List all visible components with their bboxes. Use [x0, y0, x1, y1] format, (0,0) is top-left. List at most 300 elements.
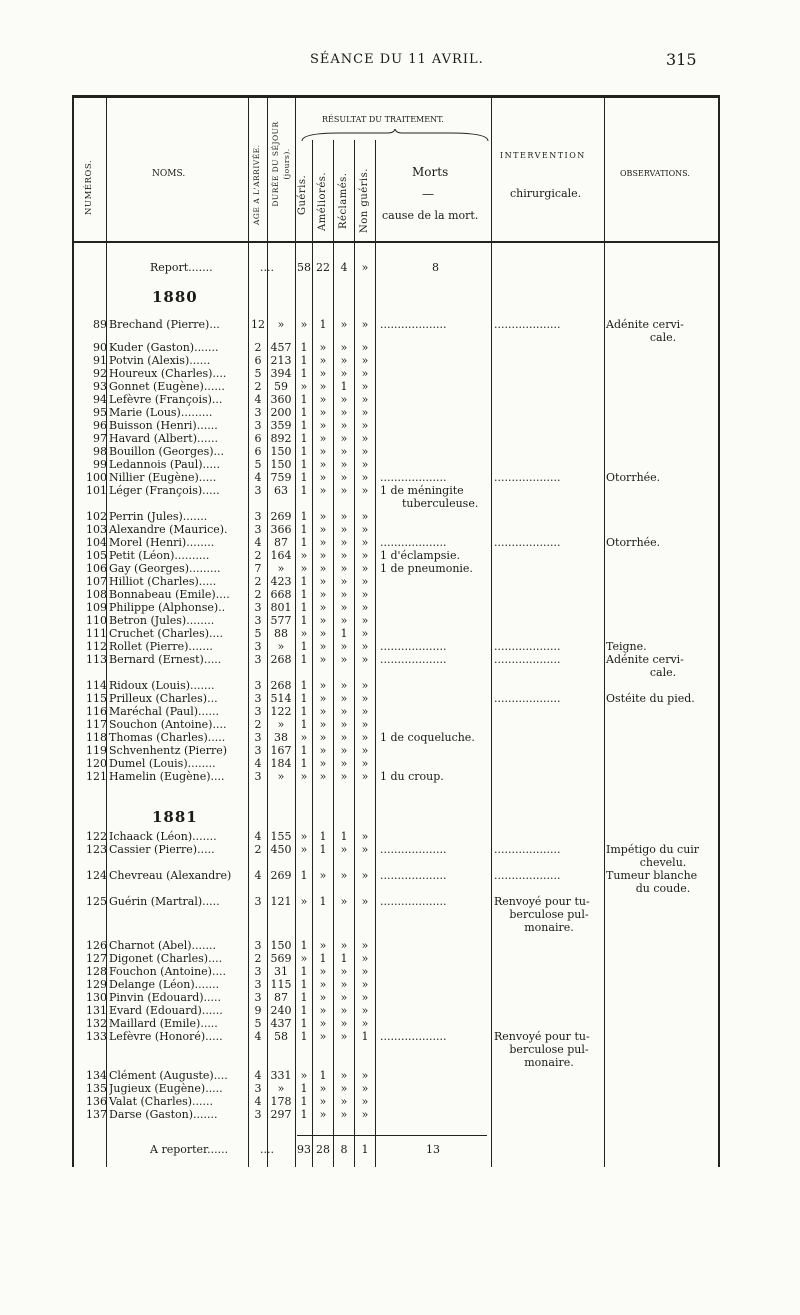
nongueris-value: »: [361, 536, 369, 549]
row-number: 125: [86, 895, 107, 908]
reclames-value: »: [340, 536, 348, 549]
duration-value: 269: [270, 510, 292, 523]
header-reclames: Réclamés.: [338, 172, 349, 229]
footer-reclames: 8: [340, 1143, 348, 1156]
gueris-value: 1: [300, 588, 308, 601]
observation-note: Impétigo du cuir: [606, 843, 700, 856]
duration-value: 59: [274, 380, 288, 393]
header-bottom-rule: [72, 241, 720, 243]
row-number: 110: [86, 614, 107, 627]
table-row: [72, 510, 720, 523]
table-row: [72, 895, 720, 934]
reclames-value: »: [340, 939, 348, 952]
page-number: 315: [666, 50, 697, 69]
observation-note: Teigne.: [606, 640, 647, 653]
gueris-value: 1: [300, 1004, 308, 1017]
row-number: 98: [93, 445, 107, 458]
patient-name: Valat (Charles)......: [109, 1095, 214, 1108]
nongueris-value: »: [361, 731, 369, 744]
nongueris-value: »: [361, 627, 369, 640]
age-value: 4: [254, 1095, 262, 1108]
nongueris-value: »: [361, 393, 369, 406]
reclames-value: »: [340, 432, 348, 445]
patient-name: Marie (Lous).........: [109, 406, 213, 419]
nongueris-value: »: [361, 406, 369, 419]
nongueris-value: »: [361, 1082, 369, 1095]
report-gueris: 58: [297, 261, 311, 274]
row-number: 119: [86, 744, 107, 757]
row-number: 99: [93, 458, 107, 471]
age-value: 2: [254, 380, 262, 393]
patient-name: Clément (Auguste)....: [109, 1069, 228, 1082]
table-row: [72, 830, 720, 843]
footer-nongueris: 1: [361, 1143, 369, 1156]
intervention-note: ...................: [494, 536, 561, 549]
header-age: AGE A L'ARRIVÉE.: [252, 144, 261, 225]
header-intervention-sub: chirurgicale.: [510, 187, 582, 200]
age-value: 3: [254, 679, 262, 692]
reclames-value: »: [340, 614, 348, 627]
death-cause: ...................: [380, 895, 447, 908]
gueris-value: »: [300, 318, 308, 331]
table-row: [72, 653, 720, 679]
row-number: 96: [93, 419, 107, 432]
header-duration: DURÉE DU SÉJOUR (jours).: [271, 121, 291, 207]
nongueris-value: »: [361, 484, 369, 497]
table-row: [72, 367, 720, 380]
age-value: 6: [254, 354, 262, 367]
row-number: 120: [86, 757, 107, 770]
reclames-value: 1: [340, 380, 348, 393]
reclames-value: »: [340, 640, 348, 653]
nongueris-value: »: [361, 869, 369, 882]
gueris-value: 1: [300, 458, 308, 471]
duration-value: 200: [270, 406, 292, 419]
gueris-value: 1: [300, 1095, 308, 1108]
patient-name: Rollet (Pierre).......: [109, 640, 213, 653]
row-number: 118: [86, 731, 107, 744]
gueris-value: 1: [300, 432, 308, 445]
table-row: [72, 471, 720, 484]
death-cause-cont: tuberculeuse.: [402, 497, 479, 510]
reclames-value: »: [340, 471, 348, 484]
duration-value: 150: [270, 939, 292, 952]
duration-value: 164: [270, 549, 292, 562]
table-row: [72, 380, 720, 393]
row-number: 121: [86, 770, 107, 783]
gueris-value: 1: [300, 692, 308, 705]
intervention-note: Renvoyé pour tu-: [494, 1030, 590, 1043]
gueris-value: 1: [300, 869, 308, 882]
reclames-value: »: [340, 718, 348, 731]
row-number: 132: [86, 1017, 107, 1030]
patient-name: Houreux (Charles)....: [109, 367, 227, 380]
ameliores-value: »: [319, 575, 327, 588]
duration-value: 167: [270, 744, 292, 757]
nongueris-value: »: [361, 471, 369, 484]
row-number: 113: [86, 653, 107, 666]
reclames-value: »: [340, 458, 348, 471]
table-row: [72, 718, 720, 731]
table-row: [72, 549, 720, 562]
age-value: 3: [254, 965, 262, 978]
patient-name: Dumel (Louis)........: [109, 757, 216, 770]
reclames-value: »: [340, 419, 348, 432]
footer-row: [72, 1143, 720, 1156]
patient-name: Ichaack (Léon).......: [109, 830, 217, 843]
duration-value: 366: [270, 523, 292, 536]
ameliores-value: »: [319, 588, 327, 601]
footer-morts: 13: [426, 1143, 440, 1156]
death-cause: ...................: [380, 640, 447, 653]
age-value: 3: [254, 1082, 262, 1095]
patient-name: Thomas (Charles).....: [109, 731, 226, 744]
footer-ameliores: 28: [316, 1143, 330, 1156]
reclames-value: »: [340, 523, 348, 536]
nongueris-value: »: [361, 640, 369, 653]
nongueris-value: »: [361, 718, 369, 731]
table-row: [72, 588, 720, 601]
row-number: 122: [86, 830, 107, 843]
nongueris-value: »: [361, 562, 369, 575]
row-number: 130: [86, 991, 107, 1004]
ameliores-value: 1: [319, 952, 327, 965]
nongueris-value: »: [361, 978, 369, 991]
table-row: [72, 1095, 720, 1108]
intervention-note-cont: berculose pul-: [509, 908, 589, 921]
header-intervention: INTERVENTION: [500, 151, 586, 160]
ameliores-value: »: [319, 432, 327, 445]
row-number: 111: [86, 627, 107, 640]
row-number: 109: [86, 601, 107, 614]
patient-name: Lefèvre (François)...: [109, 393, 223, 406]
patient-name: Brechand (Pierre)...: [109, 318, 220, 331]
table-row: [72, 939, 720, 952]
row-number: 135: [86, 1082, 107, 1095]
patient-name: Buisson (Henri)......: [109, 419, 218, 432]
ameliores-value: »: [319, 367, 327, 380]
nongueris-value: »: [361, 991, 369, 1004]
ameliores-value: »: [319, 393, 327, 406]
ameliores-value: »: [319, 471, 327, 484]
row-number: 115: [86, 692, 107, 705]
patient-name: Bernard (Ernest).....: [109, 653, 222, 666]
reclames-value: »: [340, 549, 348, 562]
table-row: [72, 1030, 720, 1069]
ameliores-value: »: [319, 419, 327, 432]
row-number: 90: [93, 341, 107, 354]
duration-value: 38: [274, 731, 288, 744]
ameliores-value: 1: [319, 843, 327, 856]
age-value: 5: [254, 627, 262, 640]
observation-note-cont: chevelu.: [639, 856, 687, 869]
row-number: 112: [86, 640, 107, 653]
age-value: 3: [254, 523, 262, 536]
report-nongueris: »: [361, 261, 369, 274]
ameliores-value: »: [319, 1095, 327, 1108]
reclames-value: »: [340, 445, 348, 458]
nongueris-value: »: [361, 510, 369, 523]
row-number: 126: [86, 939, 107, 952]
duration-value: 457: [270, 341, 292, 354]
table-row: [72, 458, 720, 471]
duration-value: »: [277, 562, 285, 575]
duration-value: »: [277, 1082, 285, 1095]
table-row: [72, 1108, 720, 1121]
row-number: 117: [86, 718, 107, 731]
header-observations: OBSERVATIONS.: [620, 169, 690, 178]
table-row: [72, 1017, 720, 1030]
reclames-value: »: [340, 1082, 348, 1095]
duration-value: 268: [270, 679, 292, 692]
header-numeros: NUMÉROS.: [84, 159, 94, 215]
age-value: 5: [254, 458, 262, 471]
gueris-value: »: [300, 731, 308, 744]
age-value: 5: [254, 367, 262, 380]
duration-value: 569: [270, 952, 292, 965]
gueris-value: 1: [300, 523, 308, 536]
row-number: 89: [93, 318, 107, 331]
patient-name: Morel (Henri)........: [109, 536, 215, 549]
patient-name: Gay (Georges).........: [109, 562, 221, 575]
row-number: 105: [86, 549, 107, 562]
gueris-value: 1: [300, 510, 308, 523]
ameliores-value: »: [319, 965, 327, 978]
table-border-top: [72, 95, 720, 98]
age-value: 6: [254, 432, 262, 445]
row-number: 97: [93, 432, 107, 445]
intervention-note: ...................: [494, 692, 561, 705]
nongueris-value: »: [361, 1108, 369, 1121]
ameliores-value: »: [319, 1017, 327, 1030]
ameliores-value: »: [319, 354, 327, 367]
reclames-value: »: [340, 1069, 348, 1082]
patient-name: Bonnabeau (Emile)....: [109, 588, 230, 601]
header-gueris: Guéris.: [297, 174, 308, 215]
duration-value: »: [277, 718, 285, 731]
reclames-value: »: [340, 653, 348, 666]
gueris-value: 1: [300, 471, 308, 484]
reclames-value: »: [340, 843, 348, 856]
table-row: [72, 869, 720, 895]
age-value: 4: [254, 393, 262, 406]
age-value: 3: [254, 731, 262, 744]
observation-note-cont: cale.: [649, 666, 677, 679]
age-value: 4: [254, 536, 262, 549]
gueris-value: 1: [300, 939, 308, 952]
row-number: 107: [86, 575, 107, 588]
gueris-value: »: [300, 952, 308, 965]
row-number: 108: [86, 588, 107, 601]
ameliores-value: »: [319, 705, 327, 718]
age-value: 3: [254, 406, 262, 419]
duration-value: 297: [270, 1108, 292, 1121]
gueris-value: 1: [300, 601, 308, 614]
nongueris-value: »: [361, 380, 369, 393]
ameliores-value: »: [319, 757, 327, 770]
row-number: 128: [86, 965, 107, 978]
nongueris-value: »: [361, 419, 369, 432]
nongueris-value: »: [361, 614, 369, 627]
patient-name: Léger (François).....: [109, 484, 220, 497]
gueris-value: 1: [300, 744, 308, 757]
patient-name: Hamelin (Eugène)....: [109, 770, 225, 783]
nongueris-value: »: [361, 432, 369, 445]
age-value: 3: [254, 601, 262, 614]
age-value: 3: [254, 692, 262, 705]
page-header: [0, 50, 800, 74]
patient-name: Havard (Albert)......: [109, 432, 218, 445]
table-row: [72, 1004, 720, 1017]
patient-name: Guérin (Martral).....: [109, 895, 220, 908]
ameliores-value: »: [319, 744, 327, 757]
ameliores-value: »: [319, 523, 327, 536]
age-value: 3: [254, 484, 262, 497]
footer-dots: ....: [260, 1143, 274, 1156]
ameliores-value: »: [319, 679, 327, 692]
ameliores-value: »: [319, 939, 327, 952]
ameliores-value: 1: [319, 318, 327, 331]
table-row: [72, 640, 720, 653]
table-row: [72, 601, 720, 614]
table-row: [72, 393, 720, 406]
age-value: 5: [254, 1017, 262, 1030]
age-value: 3: [254, 510, 262, 523]
observation-note-cont: cale.: [649, 331, 677, 344]
row-number: 137: [86, 1108, 107, 1121]
row-number: 104: [86, 536, 107, 549]
table-row: [72, 705, 720, 718]
reclames-value: »: [340, 744, 348, 757]
duration-value: 360: [270, 393, 292, 406]
row-number: 93: [93, 380, 107, 393]
death-cause: 1 de pneumonie.: [380, 562, 473, 575]
patient-name: Cruchet (Charles)....: [109, 627, 223, 640]
footer-rule: [297, 1135, 487, 1136]
year-heading-1880: 1880: [152, 288, 198, 306]
reclames-value: »: [340, 484, 348, 497]
patient-name: Potvin (Alexis)......: [109, 354, 211, 367]
observation-note: Tumeur blanche: [606, 869, 698, 882]
row-number: 133: [86, 1030, 107, 1043]
ameliores-value: 1: [319, 895, 327, 908]
report-label: Report.......: [150, 261, 213, 274]
observation-note: Otorrhée.: [606, 536, 661, 549]
nongueris-value: »: [361, 341, 369, 354]
gueris-value: »: [300, 380, 308, 393]
reclames-value: »: [340, 588, 348, 601]
nongueris-value: »: [361, 445, 369, 458]
duration-value: 240: [270, 1004, 292, 1017]
age-value: 4: [254, 869, 262, 882]
ameliores-value: »: [319, 1030, 327, 1043]
nongueris-value: »: [361, 1069, 369, 1082]
intervention-note-cont: monaire.: [524, 1056, 574, 1069]
duration-value: 184: [270, 757, 292, 770]
gueris-value: »: [300, 562, 308, 575]
table-row: [72, 614, 720, 627]
nongueris-value: »: [361, 1004, 369, 1017]
duration-value: 759: [270, 471, 292, 484]
ameliores-value: »: [319, 640, 327, 653]
ameliores-value: »: [319, 770, 327, 783]
age-value: 3: [254, 895, 262, 908]
gueris-value: »: [300, 843, 308, 856]
table-row: [72, 575, 720, 588]
duration-value: 514: [270, 692, 292, 705]
duration-value: 213: [270, 354, 292, 367]
gueris-value: 1: [300, 393, 308, 406]
observation-note: Adénite cervi-: [606, 653, 684, 666]
age-value: 4: [254, 757, 262, 770]
table-row: [72, 770, 720, 783]
gueris-value: »: [300, 830, 308, 843]
duration-value: 31: [274, 965, 288, 978]
header-result: RÉSULTAT DU TRAITEMENT.: [322, 115, 444, 124]
patient-name: Charnot (Abel).......: [109, 939, 217, 952]
row-number: 124: [86, 869, 107, 882]
duration-value: »: [277, 318, 285, 331]
ameliores-value: »: [319, 510, 327, 523]
age-value: 3: [254, 991, 262, 1004]
death-cause: ...................: [380, 318, 447, 331]
row-number: 129: [86, 978, 107, 991]
gueris-value: 1: [300, 978, 308, 991]
reclames-value: »: [340, 367, 348, 380]
duration-value: 88: [274, 627, 288, 640]
gueris-value: 1: [300, 575, 308, 588]
duration-value: 331: [270, 1069, 292, 1082]
ameliores-value: »: [319, 562, 327, 575]
table-row: [72, 1069, 720, 1082]
reclames-value: 1: [340, 952, 348, 965]
nongueris-value: »: [361, 318, 369, 331]
ameliores-value: »: [319, 458, 327, 471]
row-number: 106: [86, 562, 107, 575]
gueris-value: 1: [300, 406, 308, 419]
age-value: 3: [254, 1108, 262, 1121]
observation-note: Otorrhée.: [606, 471, 661, 484]
header-morts-dash: —: [422, 187, 434, 201]
age-value: 3: [254, 770, 262, 783]
row-number: 102: [86, 510, 107, 523]
table-row: [72, 679, 720, 692]
reclames-value: »: [340, 393, 348, 406]
table-row: [72, 731, 720, 744]
age-value: 4: [254, 471, 262, 484]
reclames-value: »: [340, 341, 348, 354]
duration-value: 150: [270, 445, 292, 458]
reclames-value: »: [340, 869, 348, 882]
nongueris-value: »: [361, 601, 369, 614]
header-morts: Morts: [412, 165, 449, 179]
patient-name: Schvenhentz (Pierre): [109, 744, 228, 757]
gueris-value: 1: [300, 354, 308, 367]
age-value: 6: [254, 445, 262, 458]
footer-label: A reporter......: [150, 1143, 229, 1156]
gueris-value: »: [300, 895, 308, 908]
nongueris-value: 1: [361, 1030, 369, 1043]
age-value: 3: [254, 744, 262, 757]
death-cause: ...................: [380, 843, 447, 856]
gueris-value: 1: [300, 705, 308, 718]
table-row: [72, 419, 720, 432]
ameliores-value: 1: [319, 1069, 327, 1082]
age-value: 3: [254, 653, 262, 666]
patient-name: Philippe (Alphonse)..: [109, 601, 226, 614]
patient-name: Ledannois (Paul).....: [109, 458, 220, 471]
ameliores-value: »: [319, 731, 327, 744]
